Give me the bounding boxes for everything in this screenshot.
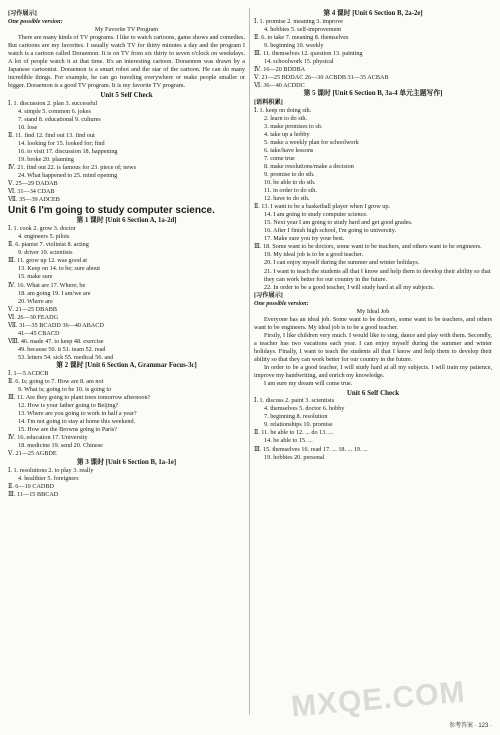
answer-line: 12. How is your father going to Beijing?: [18, 402, 119, 410]
answer-line: 53. letters 54. sick 55. medical 56. and: [18, 353, 114, 361]
answer-line: Ⅲ. 15. themselves 16. read 17. ... 18. ... 19. ...: [254, 445, 368, 453]
essay-paragraph: Firstly, I like children very much. I would like to sing, dance and play with them. Secondly, a teacher has two vacations each year. I can enjoy myself during the summer and winter holidays. Finally, I want to teach the students all that I know and help them to develop their ability so that they can work better for our country in the future.: [254, 331, 492, 364]
answer-line: Ⅳ. 16. What are 17. Where; be: [8, 281, 86, 289]
answer-line: Ⅳ. 16. education 17. University: [8, 434, 88, 442]
answer-line: 15. make sure: [18, 273, 53, 281]
answer-line: 4. simple 5. common 6. jokes: [18, 107, 91, 115]
answer-line: 13. Where are you going to work in half a year?: [18, 410, 137, 418]
answer-line: Ⅰ. 1. discuss 2. paint 3. scientists: [254, 397, 335, 405]
answer-line: Ⅱ. 13. I want to be a basketball player when I grow up.: [254, 203, 390, 211]
answer-line: 41—45 CBACD: [18, 329, 60, 337]
column-divider: [249, 8, 250, 715]
answer-line: Ⅲ. 11. themselves 12. question 13. painting: [254, 50, 363, 58]
answer-line: 19. hobbies 20. personal: [264, 453, 325, 461]
self-check-answers: [254, 397, 492, 461]
answer-line: Ⅲ. 18. Some want to be doctors, some want to be teachers, and others want to be engineers.: [254, 243, 482, 251]
answer-line: Ⅲ. 11. grow up 12. was good at: [8, 257, 87, 265]
answer-line: 10. be able to do sth.: [264, 178, 316, 186]
answer-line: 4. engineers 5. pilots: [18, 233, 70, 241]
answer-line: 17. Make sure you try your best.: [264, 235, 345, 243]
answer-line: 7. beginning 8. resolution: [264, 413, 328, 421]
answer-line: 13. Keep on 14. to be; sure about: [18, 265, 100, 273]
answer-line: 14. be able to 15. ...: [264, 437, 313, 445]
lesson-5-heading: 第 5 课时 [Unit 6 Section B, 3a-4 单元主题写作]: [303, 90, 443, 98]
lesson-1-heading: 第 1 课时 [Unit 6 Section A, 1a-2d]: [76, 217, 177, 225]
essay-title: My Favorite TV Program: [94, 26, 159, 34]
self-check-title: Unit 6 Self Check: [346, 389, 400, 398]
answer-line: Ⅴ. 25—29 DADAB: [8, 179, 58, 187]
answer-line: 10. lose: [18, 123, 38, 131]
sample-label: One possible version:: [254, 299, 309, 307]
answer-line: Ⅱ. 6. to take 7. meaning 8. themselves: [254, 34, 349, 42]
lesson-2-answers: [8, 370, 245, 459]
answer-line: 4. themselves 5. doctor 6. hobby: [264, 405, 345, 413]
essay-title: My Ideal Job: [356, 307, 390, 315]
answer-line: 20. Where are: [18, 297, 53, 305]
answer-line: 15. How are the Browns going to Paris?: [18, 426, 117, 434]
answer-line: Ⅳ. 16—20 BDDBA: [254, 66, 306, 74]
self-check-title: Unit 5 Self Check: [100, 91, 153, 100]
answer-line: 49. because 50. it 51. team 52. read: [18, 345, 106, 353]
answer-line: 9. beginning 10. weekly: [264, 42, 324, 50]
answer-line: 12. have to do sth.: [264, 195, 310, 203]
answer-line: Ⅰ. 1. resolutions 2. to play 3. really: [8, 466, 94, 474]
right-column: [254, 10, 492, 462]
answer-line: Ⅰ. 1—5 ACDCB: [8, 370, 49, 378]
answer-line: 19. My ideal job is to be a good teacher.: [264, 251, 364, 259]
answer-line: 21. I want to teach the students all that I know and help them to develop their ability so that they can work better for our country in the future.: [264, 267, 491, 283]
lesson-3-answers: [8, 467, 245, 499]
answer-line: 15. Next year I am going to study hard and get good grades.: [264, 219, 413, 227]
answer-line: 14. I'm not going to stay at home this weekend.: [18, 418, 136, 426]
essay-body: [8, 34, 245, 90]
answer-line: 20. I can enjoy myself during the summer and winter holidays.: [264, 259, 420, 267]
answer-line: Ⅱ. 11. be able to 12. ... do 13. ...: [254, 429, 334, 437]
answer-line: 14. schoolwork 15. physical: [264, 58, 334, 66]
answer-line: Ⅱ. 6. pianist 7. violinist 8. acting: [8, 241, 89, 249]
watermark-logo: MXQE.COM: [290, 675, 468, 724]
answer-line: Ⅰ. 1. discussion 2. plan 3. successful: [8, 99, 98, 107]
answer-line: 16. to visit 17. discussion 18. happening: [18, 147, 118, 155]
answer-line: Ⅴ. 21—25 AGBDE: [8, 450, 57, 458]
answer-line: 7. stand 8. educational 9. cultures: [18, 115, 101, 123]
lesson-3-heading: 第 3 课时 [Unit 6 Section B, 1a-1e]: [76, 458, 177, 466]
left-column: [8, 10, 245, 499]
answer-line: 24. What happened to 25. mind opening: [18, 171, 118, 179]
essay-paragraph: I am sure my dream will come true.: [264, 380, 353, 388]
essay-paragraph: In order to be a good teacher, I will study hard at all my subjects. I will train my patience, improve my handwriting, and enrich my knowledge.: [254, 364, 492, 380]
essay-paragraph: There are many kinds of TV programs. I like to watch cartoons, game shows and comedies. But cartoons are my favorites. I usually watch TV for thirty minutes a day and the program I watch is a cartoon called Doraemon. It is on TV from six thirty to seven o'clock on weekdays. A lot of people watch it at that time. It's an interesting cartoon. Doraemon was drawn by a Japanese cartoonist. Doraemon is a smart robot and the star of the cartoon. He can do many incredible things. For example, he can go traveling everywhere or make people smaller or bigger. Doraemon is a good TV program. It is my favorite TV program.: [8, 34, 245, 90]
answer-line: Ⅱ. 11. find 12. find out 13. find out: [8, 131, 95, 139]
answer-line: 9. relationships 10. promise: [264, 421, 333, 429]
lesson-2-heading: 第 2 课时 [Unit 6 Section A, Grammar Focus-3c]: [56, 361, 197, 369]
unit-title: Unit 6 I'm going to study computer science.: [8, 205, 215, 217]
answer-line: 6. take/have lessons: [264, 146, 314, 154]
section-tag: [习作展示]: [8, 10, 37, 17]
sample-label: One possible version:: [8, 18, 63, 26]
answer-line: 9. promise to do sth.: [264, 170, 315, 178]
answer-line: 4. healthier 5. foreigners: [18, 474, 79, 482]
answer-line: Ⅴ. 21—25 BDDAC 26—30 ACBDB 31—35 ACBAB: [254, 74, 389, 82]
answer-line: Ⅰ. 1. cook 2. grow 3. doctor: [8, 225, 76, 233]
answer-line: 4. take up a hobby: [264, 130, 310, 138]
answer-line: Ⅶ. 31—35 BCADD 36—40 ABACD: [8, 321, 104, 329]
essay-paragraph: Everyone has an ideal job. Some want to be doctors, some want to be teachers, and others want to be engineers. My ideal job is to be a good teacher.: [254, 315, 492, 331]
answer-line: 3. make promises to sb.: [264, 122, 323, 130]
essay-body: [254, 316, 492, 388]
page-footer: 参考答案 · 123 ·: [448, 723, 492, 729]
answer-line: 16. After I finish high school, I'm going to university.: [264, 227, 397, 235]
lesson-1-answers: [8, 225, 245, 362]
answer-line: 7. come true: [264, 154, 295, 162]
answer-line: Ⅰ. 1. keep on doing sth.: [254, 106, 312, 114]
answer-line: Ⅱ. 6. Is; going to 7. How are 8. am not: [8, 378, 104, 386]
answer-line: 22. In order to be a good teacher, I will study hard at all my subjects.: [264, 283, 435, 291]
answer-line: Ⅵ. 26—30 FEADG: [8, 313, 59, 321]
answer-line: 19. broke 20. planning: [18, 155, 74, 163]
answer-line: 11. in order to do sth.: [264, 187, 317, 195]
answer-line: 8. make resolutions/make a decision: [264, 162, 354, 170]
answer-line: 9. driver 10. scientists: [18, 249, 73, 257]
answer-line: Ⅵ. 31—34 CDAB: [8, 188, 55, 196]
lesson-4-heading: 第 4 课时 [Unit 6 Section B, 2a-2e]: [323, 10, 423, 17]
answer-line: Ⅰ. 1. promise 2. meaning 3. improve: [254, 18, 344, 26]
lesson-4-answers: [254, 18, 492, 90]
answer-line: 14. looking for 15. looked for; find: [18, 139, 105, 147]
answer-line: Ⅲ. 11—15 BBCAD: [8, 490, 59, 498]
answer-line: Ⅴ. 21—25 DBABB: [8, 305, 57, 313]
material-answers: [254, 107, 492, 292]
answer-line: 18. am going 19. I am/we are: [18, 289, 91, 297]
answer-line: Ⅲ. 11. Are they going to plant trees tomorrow afternoon?: [8, 394, 151, 402]
answer-line: 14. I am going to study computer science.: [264, 211, 368, 219]
answer-line: 9. What is; going to be 10. is going to: [18, 386, 112, 394]
answer-line: Ⅵ. 36—40 ACDDC: [254, 82, 305, 90]
answer-line: 4. hobbies 5. self-improvement: [264, 26, 342, 34]
answer-line: Ⅳ. 21. find out 22. is famous for 23. piece of; news: [8, 163, 137, 171]
answer-line: 18. medicine 19. send 20. Chinese: [18, 442, 103, 450]
self-check-answers: [8, 100, 245, 205]
answer-line: 5. make a weekly plan for schoolwork: [264, 138, 359, 146]
answer-line: Ⅶ. 35—39 ADCEB: [8, 196, 60, 204]
answer-line: 2. learn to do sth.: [264, 114, 307, 122]
answer-line: Ⅷ. 46. made 47. to keep 48. exercise: [8, 337, 104, 345]
answer-line: Ⅱ. 6—10 CADBD: [8, 482, 54, 490]
material-tag: [语料积累]: [254, 98, 283, 106]
essay-tag: [习作展示]: [254, 291, 283, 299]
